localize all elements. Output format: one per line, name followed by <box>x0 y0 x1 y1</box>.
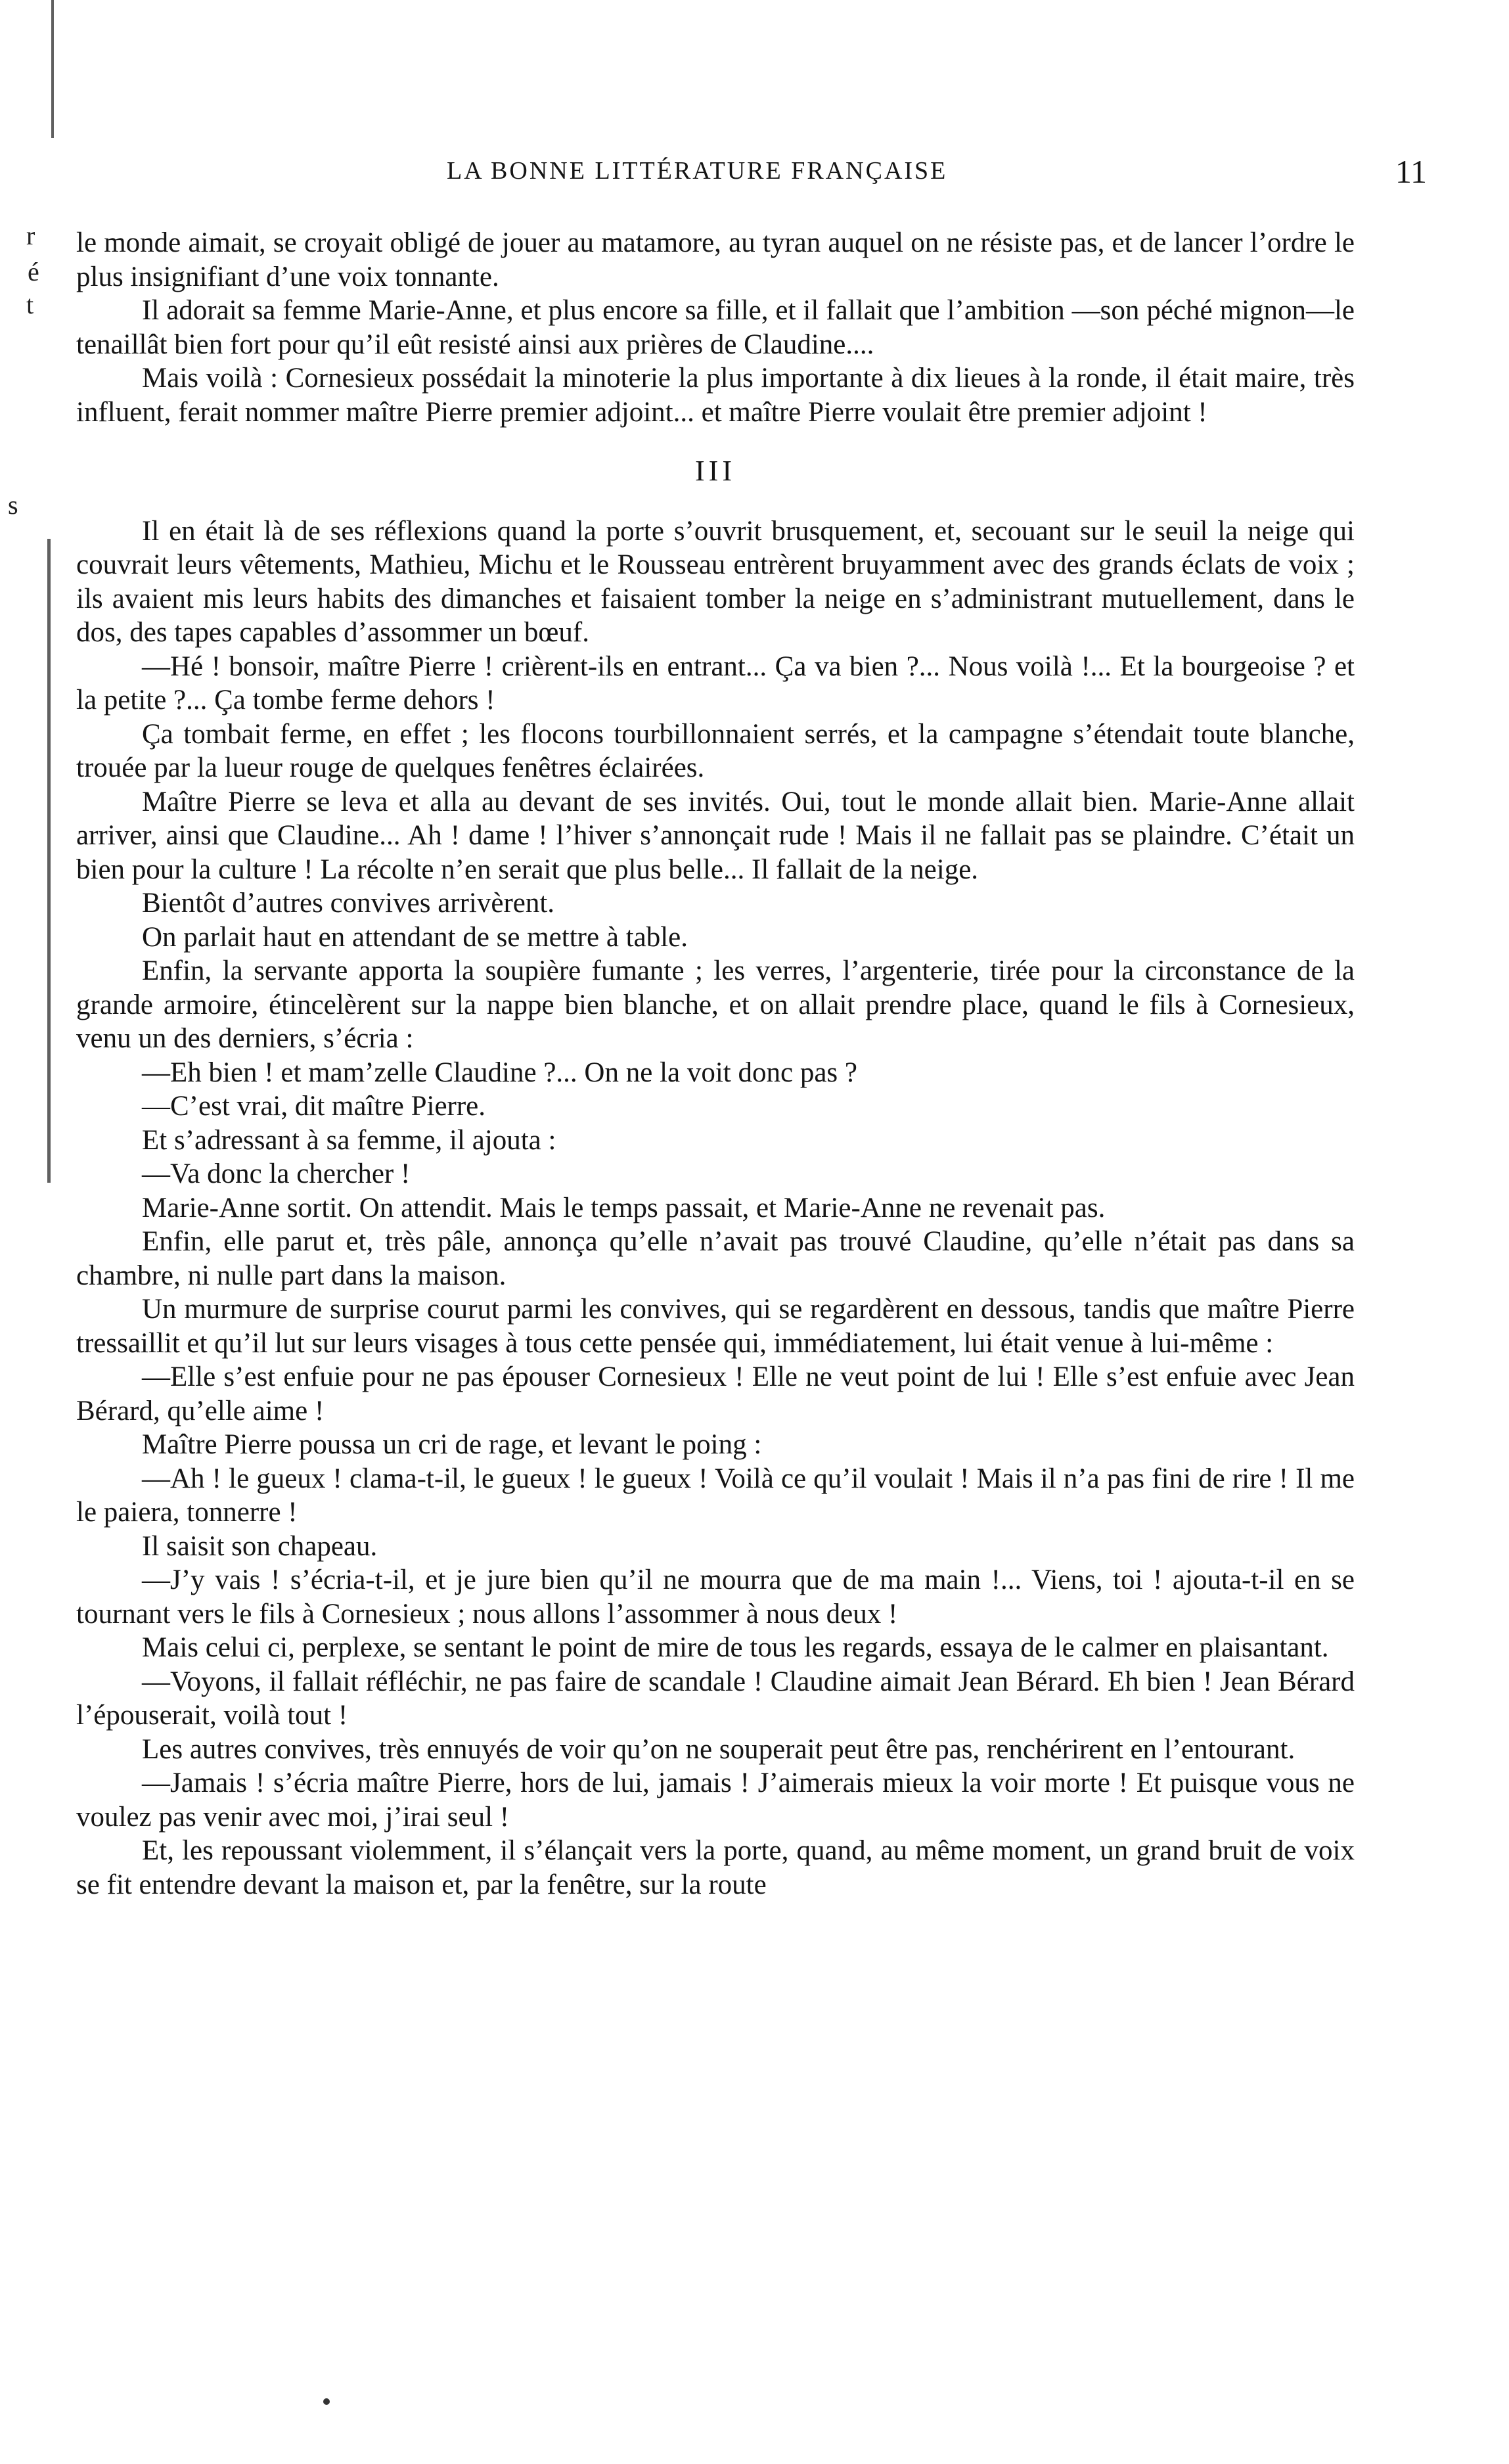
paragraph: Et, les repoussant violemment, il s’élançait vers la porte, quand, au même moment, un grand bruit de voix se fit entendre devant la maison et, par la fenêtre, sur la route <box>76 1835 1355 1900</box>
paragraph: Et s’adressant à sa femme, il ajouta : <box>142 1124 556 1156</box>
running-header <box>79 153 1445 196</box>
gutter-mark: s <box>8 490 18 520</box>
paragraph: —Eh bien ! et mam’zelle Claudine ?... On ne la voit donc pas ? <box>142 1057 857 1088</box>
running-title: LA BONNE LITTÉRATURE FRANÇAISE <box>447 157 948 185</box>
paragraph: Mais voilà : Cornesieux possédait la minoterie la plus importante à dix lieues à la ronde, il était maire, très influent, ferait nommer maître Pierre premier adjoint... et maître Pierre voulait être premier adjoint ! <box>76 363 1355 428</box>
paragraph: —Va donc la chercher ! <box>142 1158 411 1189</box>
paragraph: Enfin, la servante apporta la soupière fumante ; les verres, l’argenterie, tirée pour la circonstance de la grande armoire, étincelèrent sur la nappe bien blanche, et on allait prendre place, quand le fils à Cornesieux, venu un des derniers, s’écria : <box>76 955 1355 1054</box>
paragraph: —Voyons, il fallait réfléchir, ne pas faire de scandale ! Claudine aimait Jean Bérard. Eh bien ! Jean Bérard l’épouserait, voilà tout ! <box>76 1666 1355 1731</box>
paragraph: Maître Pierre poussa un cri de rage, et levant le poing : <box>142 1429 762 1460</box>
paragraph: Il saisit son chapeau. <box>142 1530 378 1562</box>
paragraph: —J’y vais ! s’écria-t-il, et je jure bien qu’il ne mourra que de ma main !... Viens, toi ! ajouta-t-il en se tournant vers le fils à Cornesieux ; nous allons l’assommer à nous deux ! <box>76 1564 1355 1630</box>
margin-rule-top <box>51 0 54 138</box>
paragraph: On parlait haut en attendant de se mettre à table. <box>142 921 688 953</box>
paragraph: —C’est vrai, dit maître Pierre. <box>142 1091 486 1122</box>
body-text <box>76 226 1355 1902</box>
print-speck <box>323 2398 330 2405</box>
paragraph: Un murmure de surprise courut parmi les convives, qui se regardèrent en dessous, tandis que maître Pierre tressaillit et qu’il lut sur leurs visages à tous cette pensée qui, immédiatement, lui était venue à lui-même : <box>76 1294 1355 1359</box>
paragraph: Marie-Anne sortit. On attendit. Mais le temps passait, et Marie-Anne ne revenait pas. <box>142 1192 1106 1223</box>
gutter-mark: r <box>26 221 35 250</box>
paragraph: Enfin, elle parut et, très pâle, annonça qu’elle n’avait pas trouvé Claudine, qu’elle n’était pas dans sa chambre, ni nulle part dans la maison. <box>76 1226 1355 1291</box>
page-number: 11 <box>1395 153 1427 190</box>
paragraph: le monde aimait, se croyait obligé de jouer au matamore, au tyran auquel on ne résiste pas, et de lancer l’ordre le plus insignifiant d’une voix tonnante. <box>76 227 1355 292</box>
margin-rule <box>47 539 51 1183</box>
paragraph: Bientôt d’autres convives arrivèrent. <box>142 888 555 919</box>
gutter-mark: é <box>28 257 39 286</box>
paragraph: Il en était là de ses réflexions quand la porte s’ouvrit brusquement, et, secouant sur le seuil la neige qui couvrait leurs vêtements, Mathieu, Michu et le Rousseau entrèrent bruyamment avec des grands éclats de voix ; ils avaient mis leurs habits des dimanches et faisaient tomber la neige en s’administrant mutuellement, dans le dos, des tapes capables d’assommer un bœuf. <box>76 515 1355 648</box>
paragraph: Mais celui ci, perplexe, se sentant le point de mire de tous les regards, essaya de le calmer en plaisantant. <box>142 1632 1329 1663</box>
paragraph: —Jamais ! s’écria maître Pierre, hors de lui, jamais ! J’aimerais mieux la voir morte ! Et puisque vous ne voulez pas venir avec moi, j’irai seul ! <box>76 1768 1355 1833</box>
paragraph: —Hé ! bonsoir, maître Pierre ! crièrent-ils en entrant... Ça va bien ?... Nous voilà !... Et la bourgeoise ? et la petite ?... Ça tombe ferme dehors ! <box>76 650 1355 716</box>
paragraph: Maître Pierre se leva et alla au devant de ses invités. Oui, tout le monde allait bien. Marie-Anne allait arriver, ainsi que Claudine... Ah ! dame ! l’hiver s’annonçait rude ! Mais il ne fallait pas se plaindre. C’était un bien pour la culture ! La récolte n’en serait que plus belle... Il fallait de la neige. <box>76 786 1355 885</box>
paragraph: —Ah ! le gueux ! clama-t-il, le gueux ! le gueux ! Voilà ce qu’il voulait ! Mais il n’a pas fini de rire ! Il me le paiera, tonnerre ! <box>76 1463 1355 1528</box>
paragraph: Les autres convives, très ennuyés de voir qu’on ne souperait peut être pas, renchérirent en l’entourant. <box>142 1733 1295 1765</box>
paragraph: —Elle s’est enfuie pour ne pas épouser Cornesieux ! Elle ne veut point de lui ! Elle s’est enfuie avec Jean Bérard, qu’elle aime ! <box>76 1361 1355 1426</box>
paragraph: Ça tombait ferme, en effet ; les flocons tourbillonnaient serrés, et la campagne s’étendait toute blanche, trouée par la lueur rouge de quelques fenêtres éclairées. <box>76 718 1355 783</box>
section-heading: III <box>695 455 736 487</box>
gutter-mark: t <box>26 290 34 319</box>
paragraph: Il adorait sa femme Marie-Anne, et plus encore sa fille, et il fallait que l’ambition —son péché mignon—le tenaillât bien fort pour qu’il eût resisté ainsi aux prières de Claudine.... <box>76 295 1355 360</box>
